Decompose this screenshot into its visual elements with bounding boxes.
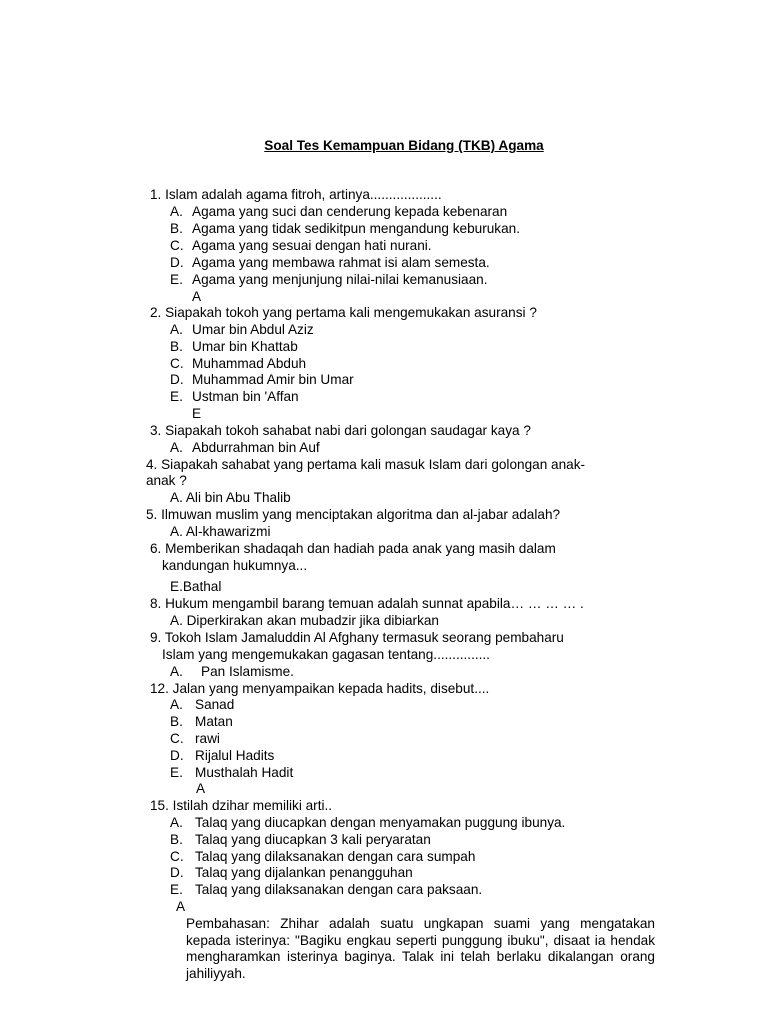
q3-option-a: A. Abdurrahman bin Auf	[170, 440, 320, 455]
question-12: 12. Jalan yang menyampaikan kepada hadits, disebut....	[150, 681, 490, 696]
q2-answer: E	[192, 406, 202, 421]
question-9-line-1: 9. Tokoh Islam Jamaluddin Al Afghany termasuk seorang pembaharu	[150, 630, 564, 645]
q12-option-c: C. rawi	[170, 731, 220, 746]
q9-option-a: A. Pan Islamisme.	[170, 664, 294, 679]
q12-option-a: A. Sanad	[170, 697, 235, 712]
question-1: 1. Islam adalah agama fitroh, artinya...................	[150, 187, 442, 202]
question-4-line-1: 4. Siapakah sahabat yang pertama kali masuk Islam dari golongan anak-	[146, 457, 586, 472]
question-3: 3. Siapakah tokoh sahabat nabi dari golongan saudagar kaya ?	[150, 423, 531, 438]
q12-option-b: B. Matan	[170, 714, 233, 729]
q2-option-b: B. Umar bin Khattab	[170, 339, 298, 354]
question-6-line-1: 6. Memberikan shadaqah dan hadiah pada anak yang masih dalam	[150, 541, 556, 556]
q1-answer: A	[192, 289, 202, 304]
q2-option-e: E. Ustman bin 'Affan	[170, 389, 299, 404]
q15-option-e: E. Talaq yang dilaksanakan dengan cara paksaan.	[170, 882, 483, 897]
q2-option-d: D. Muhammad Amir bin Umar	[170, 372, 354, 387]
question-4-line-2: anak ?	[146, 473, 187, 488]
q1-option-d: D. Agama yang membawa rahmat isi alam semesta.	[170, 255, 490, 270]
q2-option-a: A. Umar bin Abdul Aziz	[170, 322, 314, 337]
question-6-line-2: kandungan hukumnya...	[162, 558, 308, 573]
question-8: 8. Hukum mengambil barang temuan adalah sunnat apabila… … … … .	[150, 596, 584, 611]
q15-answer: A	[176, 899, 186, 914]
q1-option-e: E. Agama yang menjunjung nilai-nilai kemanusiaan.	[170, 272, 488, 287]
q1-option-a: A. Agama yang suci dan cenderung kepada kebenaran	[170, 204, 508, 219]
q6-answer: E.Bathal	[170, 579, 222, 594]
page-title: Soal Tes Kemampuan Bidang (TKB) Agama	[264, 138, 544, 153]
q15-explanation: Pembahasan: Zhihar adalah suatu ungkapan suami yang mengatakan kepada isterinya: "Bagiku engkau seperti punggung ibuku", disaat ia hendak mengharamkan isterinya baginya. Talak ini telah berlaku dikalangan orang jahiliyyah.	[186, 916, 655, 981]
q8-answer: A. Diperkirakan akan mubadzir jika dibiarkan	[170, 613, 439, 628]
question-5: 5. Ilmuwan muslim yang menciptakan algoritma dan al-jabar adalah?	[146, 507, 561, 522]
q15-option-c: C. Talaq yang dilaksanakan dengan cara sumpah	[170, 849, 476, 864]
question-15: 15. Istilah dzihar memiliki arti..	[150, 798, 333, 813]
q1-option-b: B. Agama yang tidak sedikitpun mengandung keburukan.	[170, 221, 520, 236]
q4-answer: A. Ali bin Abu Thalib	[170, 490, 291, 505]
q12-option-d: D. Rijalul Hadits	[170, 748, 275, 763]
question-2: 2. Siapakah tokoh yang pertama kali mengemukakan asuransi ?	[150, 305, 537, 320]
q15-option-a: A. Talaq yang diucapkan dengan menyamakan puggung ibunya.	[170, 815, 566, 830]
q12-answer: A	[196, 781, 206, 796]
q15-option-b: B. Talaq yang diucapkan 3 kali peryaratan	[170, 832, 431, 847]
q12-option-e: E. Musthalah Hadit	[170, 765, 294, 780]
q5-answer: A. Al-khawarizmi	[170, 524, 271, 539]
q2-option-c: C. Muhammad Abduh	[170, 356, 307, 371]
q1-option-c: C. Agama yang sesuai dengan hati nurani.	[170, 238, 432, 253]
question-9-line-2: Islam yang mengemukakan gagasan tentang...............	[162, 647, 490, 662]
q15-option-d: D. Talaq yang dijalankan penangguhan	[170, 865, 413, 880]
